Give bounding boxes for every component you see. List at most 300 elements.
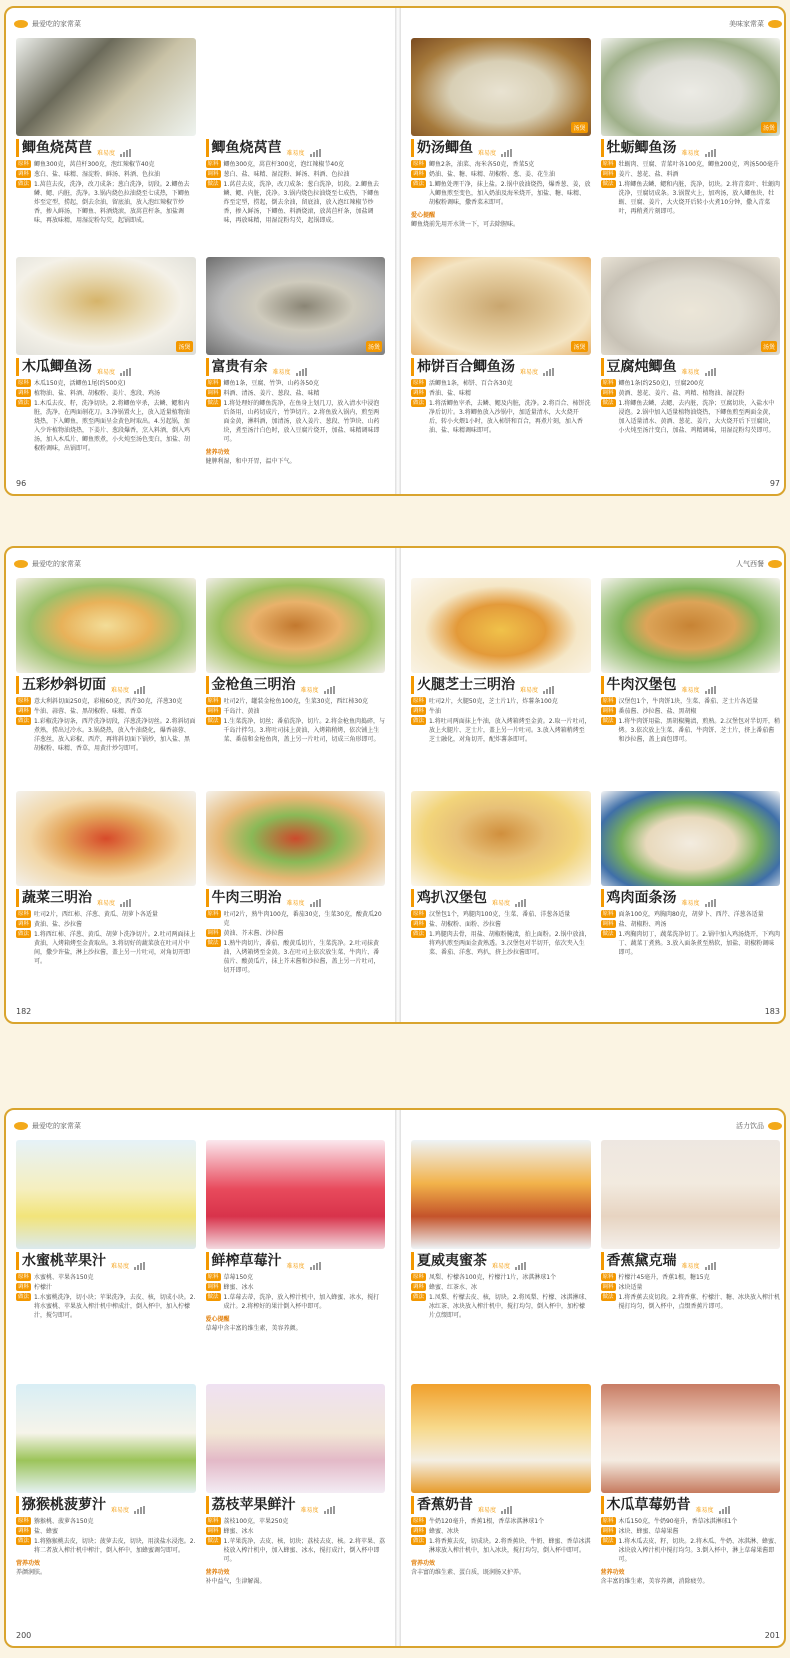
recipe-title-row (601, 676, 781, 694)
row-text: 植物油、盐、料酒、胡椒粉、姜片、葱段、鸡汤 (34, 389, 161, 397)
row-label: 调料 (413, 1528, 425, 1535)
note-label: 营养功效 (205, 1569, 230, 1577)
difficulty-bars-icon (134, 1506, 145, 1514)
recipe-row (411, 1283, 591, 1292)
row-text: 吐司2片，罐装金枪鱼100克，生菜30克，西红柿30克 (223, 698, 369, 706)
row-label: 原料 (602, 1274, 614, 1281)
page-number: 201 (764, 1631, 780, 1640)
row-text: 千岛汁、黄油 (223, 708, 260, 716)
recipe-row (206, 1293, 386, 1311)
recipe-note (411, 1558, 591, 1576)
row-text: 吐司2片，西红柿、洋葱、黄瓜、胡萝卜各适量 (34, 911, 158, 919)
row-label: 做法 (413, 931, 425, 938)
recipe-row (601, 717, 781, 744)
right-header: 活力饮品 (409, 1116, 782, 1136)
row-text: 凤梨、柠檬各100克，柠檬汁1片，冰淇淋球1个 (429, 1274, 557, 1282)
right-header: 美味家常菜 (409, 14, 782, 34)
spread-1 (4, 6, 786, 496)
row-label: 调料 (18, 389, 30, 396)
row-text: 番茄酱、沙拉酱、盐、黑胡椒 (618, 708, 697, 716)
dish-photo (601, 1140, 781, 1249)
recipe-row (206, 1273, 386, 1282)
row-label: 原料 (207, 379, 219, 386)
photo-tag: 汤煲 (761, 341, 777, 352)
dish-photo (411, 1384, 591, 1493)
recipe-row (601, 389, 781, 398)
row-text: 鲫鱼1条(约250克)，豆腐200克 (618, 379, 704, 387)
row-label: 调料 (602, 389, 614, 396)
recipe-row (601, 1293, 781, 1311)
recipe-row (16, 1527, 196, 1536)
row-label: 原料 (18, 698, 30, 705)
recipe-title-row (411, 1252, 591, 1270)
recipe-row (16, 1283, 196, 1292)
recipe-row (601, 1273, 781, 1282)
recipe-row (411, 399, 591, 435)
row-label: 调料 (602, 170, 614, 177)
recipe-row (16, 707, 196, 716)
recipe-row (206, 1517, 386, 1526)
dish-photo (206, 791, 386, 886)
recipe-row (601, 930, 781, 957)
difficulty-label: 难易度 (300, 687, 319, 695)
recipe-row (601, 1517, 781, 1526)
note-label: 营养功效 (205, 448, 230, 456)
difficulty-label: 难易度 (286, 900, 305, 908)
recipe-card (206, 578, 386, 785)
photo-tag: 汤煲 (761, 122, 777, 133)
row-text: 1.将西红柿、洋葱、黄瓜、胡萝卜洗净切片。2.吐司两面抹上黄油，入烤箱烤至金黄取出。3.将切好的蔬菜放在吐司片中间，撒少许盐，淋上沙拉酱，盖上另一片吐司，对角切开即可。 (34, 931, 196, 966)
difficulty-bars-icon (120, 368, 131, 376)
recipe-body (206, 379, 386, 445)
row-text: 荔枝100克，苹果250克 (223, 1518, 289, 1526)
recipe-row (601, 1537, 781, 1564)
recipe-card (206, 257, 386, 470)
difficulty-bars-icon (719, 1506, 730, 1514)
row-label: 做法 (602, 180, 614, 187)
left-header: 最爱吃的家常菜 (14, 14, 387, 34)
row-text: 吐司2片，熟牛肉100克，番茄30克，生菜30克，酸黄瓜20克 (223, 911, 382, 928)
recipe-title: 牛肉汉堡包 (606, 677, 677, 694)
dish-photo (16, 257, 196, 355)
row-label: 调料 (413, 708, 425, 715)
row-label: 做法 (602, 399, 614, 406)
recipe-row (411, 160, 591, 169)
row-label: 原料 (602, 160, 614, 167)
recipe-row (16, 1537, 196, 1555)
row-text: 盐、胡椒粉、面粉、沙拉酱 (429, 921, 502, 929)
row-text: 1.苹果洗净，去皮、核，切块；荔枝去皮、核。2.将苹果、荔枝放入榨汁机中，加入蜂蜜、冰水，搅打成汁，倒入杯中即可。 (223, 1538, 385, 1564)
recipe-title-row (601, 1252, 781, 1270)
difficulty-label: 难易度 (695, 1507, 714, 1515)
difficulty-bars-icon (501, 1506, 512, 1514)
recipe-grid (411, 38, 780, 470)
recipe-title: 木瓜鲫鱼汤 (22, 358, 92, 375)
row-text: 香油、盐、味精 (429, 389, 472, 397)
difficulty-label: 难易度 (681, 900, 700, 908)
recipe-row (411, 1273, 591, 1282)
recipe-grid (16, 578, 385, 998)
recipe-title-row (206, 139, 386, 157)
row-text: 1.熟牛肉切片，番茄、酸黄瓜切片，生菜洗净。2.吐司抹黄油，入烤箱烤至金黄。3.在吐司上依次放生菜、牛肉片、番茄片、酸黄瓜片，抹上芥末酱和沙拉酱，盖上另一片吐司，切开即可。 (223, 940, 380, 975)
recipe-row (16, 910, 196, 919)
row-label: 调料 (18, 170, 30, 177)
row-text: 1.将活鲫鱼宰杀，去鳞、鳃及内脏，洗净。2.将百合、柿饼洗净后切片。3.将鲫鱼放入沙锅中，加适量清水，大火烧开后，转小火煨1小时，放入柿饼和百合，再煮片刻，加入香油、盐、味精调味即可。 (429, 399, 591, 434)
recipe-row (206, 939, 386, 975)
row-label: 原料 (18, 160, 30, 167)
row-text: 1.生菜洗净，切丝；番茄洗净，切片。2.将金枪鱼肉捣碎，与千岛汁拌匀。3.将吐司抹上黄油，入烤箱稍烤，依次铺上生菜、番茄和金枪鱼肉，盖上另一片吐司，切成三角形即可。 (223, 718, 385, 744)
page-number: 200 (16, 1631, 32, 1640)
row-label: 调料 (18, 921, 30, 928)
row-text: 吐司2片，火腿50克，芝士片1片，炸薯条100克 (429, 698, 558, 706)
row-label: 做法 (413, 1294, 425, 1301)
difficulty-bars-icon (705, 368, 716, 376)
note-text: 补中益气，生津解渴。 (205, 1578, 266, 1586)
row-text: 1.鸡腿肉去骨，用盐、胡椒粉腌渍，拍上面粉。2.锅中放油，将鸡扒煎至两面金黄熟透。3.汉堡包对半切开，依次夹入生菜、番茄、洋葱、鸡扒，挤上沙拉酱即可。 (429, 931, 591, 957)
row-label: 做法 (207, 180, 219, 187)
dish-photo (601, 578, 781, 673)
recipe-body (206, 160, 386, 226)
difficulty-label: 难易度 (97, 149, 116, 157)
difficulty-bars-icon (310, 149, 321, 157)
row-label: 原料 (207, 1518, 219, 1525)
recipe-title-row (411, 676, 591, 694)
recipe-title: 富贵有余 (211, 358, 268, 375)
recipe-row (206, 180, 386, 225)
dish-photo (411, 791, 591, 886)
recipe-card (601, 38, 781, 251)
spoon-icon (14, 20, 28, 28)
recipe-card (601, 1140, 781, 1378)
recipe-body (16, 910, 196, 967)
row-text: 蜂蜜、冰水 (223, 1284, 254, 1292)
row-label: 做法 (18, 399, 30, 406)
recipe-title: 鲫鱼烧莴苣 (211, 139, 282, 156)
recipe-title: 五彩炒斜切面 (22, 677, 106, 694)
recipe-body (16, 697, 196, 754)
row-label: 原料 (207, 1274, 219, 1281)
row-text: 1.莴苣去皮，洗净，改刀成条；葱白洗净，切段。2.鲫鱼去鳞、鳃、内脏，洗净。3.锅内烧色拉油烧至七成热，下鲫鱼炸至定型，捞起，倒去余油，留底油，放入泡红辣椒节炒香，掺入鲜汤，下鲫鱼、料酒烧滚，放莴苣杆条，加盐调味，再放味精，用湿淀粉勾芡，起锅即成。 (223, 180, 380, 224)
recipe-title: 鲜榨草莓汁 (211, 1253, 282, 1270)
recipe-row (411, 1517, 591, 1526)
row-text: 鲫鱼300克，莴苣杆300克，泡红辣椒节40克 (34, 160, 155, 168)
recipe-row (601, 170, 781, 179)
recipe-row (601, 1283, 781, 1292)
recipe-row (601, 910, 781, 919)
row-label: 做法 (207, 940, 219, 947)
recipe-card (411, 1140, 591, 1378)
recipe-row (411, 1293, 591, 1320)
recipe-card (206, 1140, 386, 1378)
dish-photo (411, 578, 591, 673)
recipe-title-row (206, 889, 386, 907)
recipe-note (206, 1314, 386, 1332)
difficulty-label: 难易度 (272, 368, 291, 376)
photo-tag: 汤煲 (366, 341, 382, 352)
note-text: 含丰富的维生素，美容养颜，消除疲劳。 (600, 1578, 709, 1586)
recipe-grid (411, 1140, 780, 1622)
difficulty-bars-icon (324, 1506, 335, 1514)
difficulty-bars-icon (515, 899, 526, 907)
row-label: 原料 (602, 698, 614, 705)
dish-photo (16, 38, 196, 136)
dish-photo (16, 578, 196, 673)
row-text: 牛油、蒜蓉、盐、黑胡椒粉、味精、香草 (34, 708, 143, 716)
recipe-row (16, 389, 196, 398)
row-label: 做法 (18, 180, 30, 187)
row-label: 原料 (18, 1518, 30, 1525)
row-text: 盐、蜂蜜 (34, 1528, 59, 1536)
row-text: 意大利斜切面250克，彩椒60克，西芹30克，洋葱30克 (34, 698, 183, 706)
row-label: 调料 (207, 930, 219, 937)
recipe-row (206, 1537, 386, 1564)
row-text: 草莓150克 (223, 1274, 253, 1282)
row-label: 调料 (413, 921, 425, 928)
recipe-title-row (601, 139, 781, 157)
recipe-row (16, 180, 196, 225)
recipe-body (206, 697, 386, 745)
row-label: 做法 (207, 1294, 219, 1301)
difficulty-label: 难易度 (286, 1263, 305, 1271)
dish-photo (206, 38, 386, 136)
recipe-row (206, 1527, 386, 1536)
difficulty-label: 难易度 (492, 900, 511, 908)
recipe-title-row (16, 139, 196, 157)
row-label: 原料 (602, 911, 614, 918)
note-text: 养颜润肤。 (16, 1569, 47, 1577)
difficulty-bars-icon (310, 899, 321, 907)
recipe-note (206, 447, 386, 465)
recipe-card (16, 578, 196, 785)
recipe-title-row (206, 1496, 386, 1514)
recipe-body (16, 1517, 196, 1556)
recipe-title-row (16, 676, 196, 694)
row-label: 原料 (207, 160, 219, 167)
recipe-row (411, 930, 591, 957)
row-label: 调料 (602, 1528, 614, 1535)
recipe-row (16, 399, 196, 453)
row-text: 鲫鱼300克，莴苣杆300克，泡红辣椒节40克 (223, 160, 345, 168)
row-text: 冰块适量 (618, 1284, 643, 1292)
recipe-title: 豆腐炖鲫鱼 (606, 358, 677, 375)
recipe-title-row (16, 889, 196, 907)
recipe-note (16, 1558, 196, 1576)
row-text: 1.木瓜去皮、籽，洗净切块。2.将鲫鱼宰杀，去鳞、鳃和内脏，洗净，在两面剞花刀。3.净锅置火上，放入适量植物油烧热，下入鲫鱼，煎至两面呈金黄色时取出。4.另起锅，加入少许植物油烧热，下姜片、葱段爆香，烹入料酒，倒入鸡汤，加入木瓜片、鲫鱼煎煮，小火炖至汤色变白，加盐、胡椒粉调味，出锅即可。 (34, 399, 191, 452)
recipe-card (411, 257, 591, 470)
row-text: 柠檬汁 (34, 1284, 53, 1292)
difficulty-label: 难易度 (492, 1263, 511, 1271)
row-label: 做法 (602, 718, 614, 725)
difficulty-label: 难易度 (111, 1507, 130, 1515)
recipe-row (601, 707, 781, 716)
recipe-note (411, 210, 591, 228)
row-text: 冰块、蜂蜜、草莓果酱 (618, 1528, 679, 1536)
page-number: 183 (764, 1007, 780, 1016)
recipe-note (601, 1567, 781, 1585)
spoon-icon (768, 1122, 782, 1130)
page-183 (401, 548, 786, 1022)
dish-photo (206, 1384, 386, 1493)
note-text: 草莓中含丰富的维生素，美容养颜。 (205, 1325, 302, 1333)
recipe-title: 鲫鱼烧莴苣 (22, 139, 92, 156)
recipe-row (206, 697, 386, 706)
recipe-row (601, 180, 781, 216)
spoon-icon (14, 560, 28, 568)
difficulty-bars-icon (324, 686, 335, 694)
recipe-row (16, 379, 196, 388)
page-96 (6, 8, 395, 494)
row-label: 调料 (207, 389, 219, 396)
recipe-title: 牛肉三明治 (211, 890, 282, 907)
difficulty-label: 难易度 (681, 149, 700, 157)
recipe-title-row (206, 1252, 386, 1270)
photo-tag: 汤煲 (571, 122, 587, 133)
recipe-title: 木瓜草莓奶昔 (606, 1497, 691, 1514)
recipe-row (601, 920, 781, 929)
note-label: 爱心提醒 (205, 1316, 230, 1324)
recipe-row (601, 1527, 781, 1536)
recipe-card (16, 38, 196, 251)
row-text: 活鲫鱼1条，柿饼、百合各30克 (429, 379, 513, 387)
row-text: 1.将鲫鱼去鳞、鳃和内脏，洗净，切块。2.将青菜叶、牡蛎肉洗净，豆腐切成条。3.锅置火上，加鸡汤，放入鲫鱼块、牡蛎、豆腐、姜片，大火烧开后转小火煮10分钟，撒入青菜叶，再稍煮片刻即可。 (618, 180, 780, 215)
recipe-row (411, 707, 591, 716)
recipe-row (16, 1293, 196, 1320)
recipe-body (601, 697, 781, 745)
recipe-grid (16, 38, 385, 470)
page-97 (401, 8, 786, 494)
row-text: 1.鸡胸肉切丁，蔬菜洗净切丁。2.锅中加入鸡汤烧开，下鸡肉丁、蔬菜丁煮熟。3.放入面条煮至熟软，加盐、胡椒粉调味即可。 (618, 931, 780, 957)
row-text: 葱白、盐、味精、湿淀粉、鲜汤、料酒、色拉油 (34, 170, 161, 178)
note-text: 健脾利湿，和中开胃，温中下气。 (205, 457, 296, 465)
recipe-row (411, 717, 591, 744)
recipe-row (206, 399, 386, 444)
recipe-row (206, 379, 386, 388)
recipe-body (411, 697, 591, 745)
row-label: 原料 (602, 1518, 614, 1525)
row-label: 调料 (602, 1284, 614, 1291)
row-text: 1.凤梨、柠檬去皮、核，切块。2.将凤梨、柠檬、冰淇淋球、冰红茶、冰块放入榨汁机中，搅打均匀，倒入杯中，加柠檬片点缀即可。 (429, 1294, 591, 1320)
recipe-row (206, 389, 386, 398)
difficulty-label: 难易度 (681, 1263, 700, 1271)
row-text: 1.水蜜桃洗净，切小块；苹果洗净，去皮、核，切成小块。2.将水蜜桃、苹果放入榨汁机中榨成汁，倒入杯中，加入柠檬汁，搅匀即可。 (34, 1294, 196, 1320)
recipe-title: 夏威夷蜜茶 (417, 1253, 487, 1270)
row-text: 1.草莓去蒂，洗净，放入榨汁机中，加入蜂蜜、冰水，搅打成汁。2.将榨好的果汁倒入杯中即可。 (223, 1294, 380, 1311)
spread-2 (4, 546, 786, 1024)
note-label: 爱心提醒 (411, 211, 436, 219)
row-text: 葱白、盐、味精、湿淀粉、鲜汤、料酒、色拉油 (223, 170, 350, 178)
row-label: 原料 (413, 698, 425, 705)
difficulty-bars-icon (134, 1262, 145, 1270)
recipe-title-row (411, 358, 591, 376)
recipe-row (411, 920, 591, 929)
row-text: 柠檬汁45毫升，香蕉1根，糖15克 (618, 1274, 710, 1282)
row-label: 做法 (413, 718, 425, 725)
recipe-title: 牡蛎鲫鱼汤 (606, 139, 677, 156)
dish-photo (206, 578, 386, 673)
photo-tag: 汤煲 (571, 341, 587, 352)
recipe-row (206, 910, 386, 928)
row-label: 做法 (18, 931, 30, 938)
dish-photo (601, 38, 781, 136)
difficulty-bars-icon (310, 1262, 321, 1270)
spoon-icon (768, 560, 782, 568)
dish-photo (411, 1140, 591, 1249)
recipe-card (601, 1384, 781, 1622)
row-text: 奶油、盐、糖、味精、胡椒粉、葱、姜、花生油 (429, 170, 556, 178)
row-label: 做法 (18, 1294, 30, 1301)
recipe-row (601, 399, 781, 435)
row-text: 鲫鱼1条，豆腐、竹笋、山药各50克 (223, 379, 319, 387)
recipe-grid (16, 1140, 385, 1622)
recipe-title: 水蜜桃苹果汁 (22, 1253, 106, 1270)
row-label: 调料 (18, 708, 30, 715)
recipe-title: 奶汤鲫鱼 (417, 139, 473, 156)
recipe-title: 蔬菜三明治 (22, 890, 92, 907)
difficulty-bars-icon (120, 149, 131, 157)
recipe-title: 香蕉黛克瑞 (606, 1253, 677, 1270)
recipe-body (206, 1273, 386, 1312)
recipe-row (206, 1283, 386, 1292)
row-label: 调料 (602, 708, 614, 715)
recipe-row (206, 160, 386, 169)
recipe-row (206, 929, 386, 938)
dish-photo (16, 1140, 196, 1249)
recipe-body (206, 1517, 386, 1565)
recipe-card (16, 257, 196, 470)
spread-3 (4, 1108, 786, 1648)
difficulty-label: 难易度 (681, 368, 700, 376)
recipe-title-row (206, 676, 386, 694)
recipe-row (411, 910, 591, 919)
recipe-row (206, 717, 386, 744)
page-182 (6, 548, 395, 1022)
difficulty-label: 难易度 (478, 149, 497, 157)
recipe-body (411, 160, 591, 208)
recipe-row (16, 170, 196, 179)
row-label: 调料 (413, 1284, 425, 1291)
row-label: 调料 (18, 1284, 30, 1291)
difficulty-bars-icon (120, 899, 131, 907)
row-text: 面条100克，鸡胸肉80克，胡萝卜、西芹、洋葱各适量 (618, 911, 764, 919)
row-text: 盐、胡椒粉、鸡汤 (618, 921, 667, 929)
difficulty-bars-icon (543, 368, 554, 376)
recipe-row (411, 379, 591, 388)
dish-photo (16, 791, 196, 886)
page-number: 96 (16, 479, 27, 488)
recipe-title: 猕猴桃菠萝汁 (22, 1497, 106, 1514)
row-label: 做法 (602, 931, 614, 938)
row-label: 做法 (18, 1538, 30, 1545)
dish-photo (206, 257, 386, 355)
row-text: 木瓜150克，活鲫鱼1尾(约500克) (34, 379, 126, 387)
dish-photo (16, 1384, 196, 1493)
recipe-body (601, 379, 781, 436)
recipe-row (601, 160, 781, 169)
recipe-title-row (206, 358, 386, 376)
recipe-title-row (411, 139, 591, 157)
difficulty-label: 难易度 (520, 687, 539, 695)
row-text: 1.莴苣去皮，洗净，改刀成条；葱白洗净，切段。2.鲫鱼去鳞、鳃、内脏，洗净。3.锅内烧色拉油烧至七成热，下鲫鱼炸至定型，捞起，倒去余油，留底油，放入泡红辣椒节炒香，掺入鲜汤，下鲫鱼、料酒烧滚，放莴苣杆条，加盐调味，再放味精，用湿淀粉勾芡，起锅即成。 (34, 180, 190, 224)
row-label: 原料 (413, 911, 425, 918)
recipe-card (601, 578, 781, 785)
right-header: 人气西餐 (409, 554, 782, 574)
difficulty-label: 难易度 (111, 1263, 130, 1271)
recipe-row (411, 170, 591, 179)
row-text: 鲫鱼2条，油菜、海米各50克，香菜5克 (429, 160, 535, 168)
recipe-title: 鸡扒汉堡包 (417, 890, 487, 907)
recipe-row (411, 1537, 591, 1555)
recipe-row (16, 160, 196, 169)
